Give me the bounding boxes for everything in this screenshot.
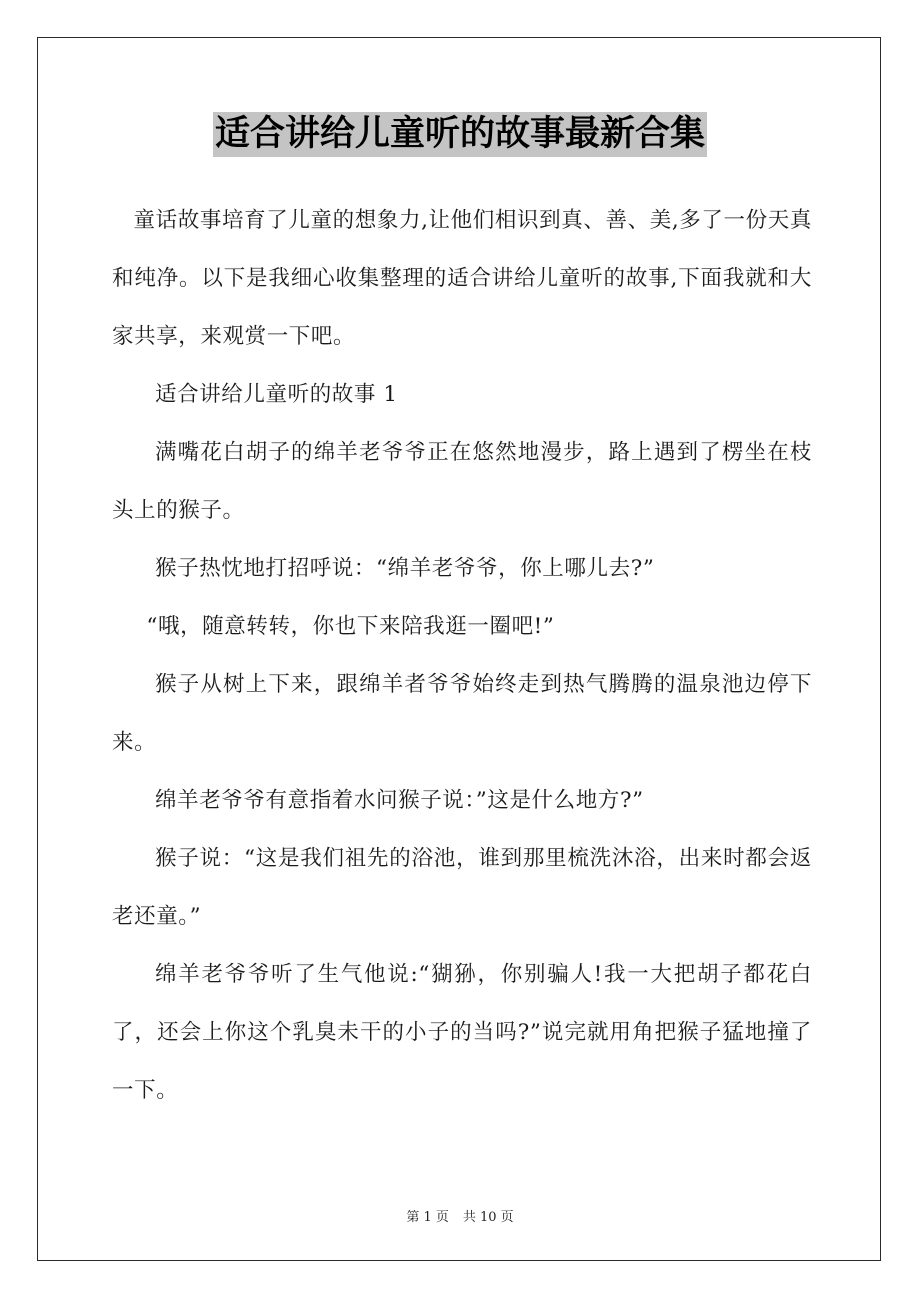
story-paragraph: 绵羊老爷爷有意指着水问猴子说：”这是什么地方?”: [155, 788, 644, 813]
page-number: 第 1 页: [406, 1210, 449, 1225]
document-title: 适合讲给儿童听的故事最新合集: [213, 112, 707, 157]
section-heading: 适合讲给儿童听的故事 1: [155, 382, 398, 407]
story-paragraph: 猴子说：“这是我们祖先的浴池，谁到那里梳洗沐浴，出来时都会返老还童。”: [112, 846, 812, 929]
document-body: [112, 192, 812, 1120]
title-container: [0, 112, 920, 157]
page-total: 共 10 页: [462, 1210, 514, 1225]
page-footer: [0, 1206, 920, 1225]
story-paragraph: 猴子从树上下来，跟绵羊者爷爷始终走到热气腾腾的温泉池边停下来。: [112, 672, 812, 755]
story-paragraph: 猴子热忱地打招呼说：“绵羊老爷爷，你上哪儿去?”: [155, 556, 655, 581]
intro-paragraph: 童话故事培育了儿童的想象力,让他们相识到真、善、美,多了一份天真和纯净。以下是我细心收集整理的适合讲给儿童听的故事,下面我就和大家共享，来观赏一下吧。: [112, 208, 812, 349]
story-paragraph: “哦，随意转转，你也下来陪我逛一圈吧!”: [146, 614, 555, 639]
story-paragraph: 满嘴花白胡子的绵羊老爷爷正在悠然地漫步，路上遇到了楞坐在枝头上的猴子。: [112, 440, 812, 523]
story-paragraph: 绵羊老爷爷听了生气他说:“猢狲，你别骗人!我一大把胡子都花白了，还会上你这个乳臭未干的小子的当吗?”说完就用角把猴子猛地撞了一下。: [112, 962, 812, 1103]
